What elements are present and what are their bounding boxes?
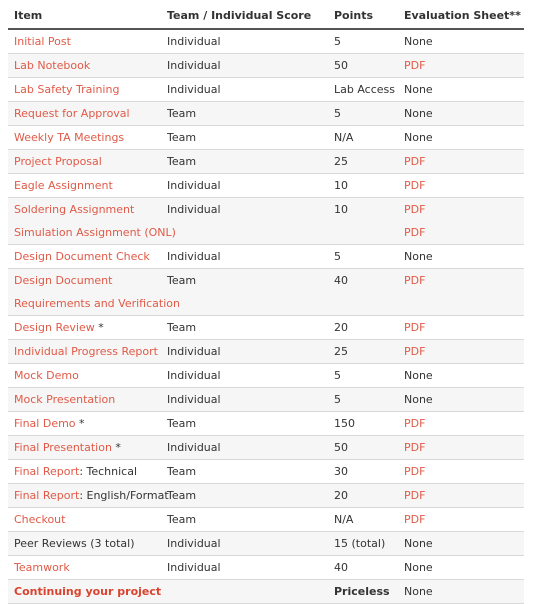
table-header-row <box>8 2 524 29</box>
cell-team: Team <box>161 126 328 150</box>
cell-team <box>161 580 328 604</box>
cell-points: 5 <box>328 388 398 412</box>
item-suffix: : English/Format <box>79 489 169 502</box>
cell-points: 50 <box>328 54 398 78</box>
cell-item <box>8 460 161 484</box>
table-row <box>8 460 524 484</box>
sheet-value: None <box>404 369 433 382</box>
pdf-link[interactable]: PDF <box>404 465 426 478</box>
sheet-value: None <box>404 107 433 120</box>
table-row <box>8 198 524 222</box>
cell-sheet <box>398 102 524 126</box>
cell-sheet <box>398 292 524 316</box>
item-link[interactable]: Design Document <box>14 274 113 287</box>
table-row <box>8 316 524 340</box>
cell-points: 20 <box>328 316 398 340</box>
cell-item <box>8 174 161 198</box>
cell-team: Individual <box>161 245 328 269</box>
pdf-link[interactable]: PDF <box>404 513 426 526</box>
cell-item <box>8 532 161 556</box>
cell-team: Team <box>161 484 328 508</box>
cell-points: 15 (total) <box>328 532 398 556</box>
cell-item <box>8 221 176 245</box>
item-suffix: : Technical <box>79 465 138 478</box>
item-link[interactable]: Design Document Check <box>14 250 150 263</box>
assignments-table <box>8 2 524 604</box>
cell-points: Priceless <box>328 580 398 604</box>
cell-item <box>8 150 161 174</box>
cell-team: Individual <box>161 532 328 556</box>
table-row <box>8 126 524 150</box>
cell-item <box>8 269 161 293</box>
cell-sheet <box>398 340 524 364</box>
table-row <box>8 484 524 508</box>
table-row <box>8 292 524 316</box>
item-link[interactable]: Final Report <box>14 465 80 478</box>
cell-item <box>8 556 161 580</box>
cell-points: 30 <box>328 460 398 484</box>
cell-points: 150 <box>328 412 398 436</box>
table-row <box>8 436 524 460</box>
item-link[interactable]: Teamwork <box>14 561 70 574</box>
item-suffix: * <box>94 321 104 334</box>
pdf-link[interactable]: PDF <box>404 179 426 192</box>
pdf-link[interactable]: PDF <box>404 417 426 430</box>
cell-sheet <box>398 269 524 293</box>
cell-item <box>8 484 169 508</box>
cell-sheet <box>398 78 524 102</box>
item-link[interactable]: Eagle Assignment <box>14 179 113 192</box>
cell-sheet <box>398 508 524 532</box>
cell-sheet <box>398 150 524 174</box>
cell-team: Individual <box>161 388 328 412</box>
pdf-link[interactable]: PDF <box>404 441 426 454</box>
pdf-link[interactable]: PDF <box>404 203 426 216</box>
item-link[interactable]: Project Proposal <box>14 155 102 168</box>
cell-item <box>8 78 161 102</box>
item-link[interactable]: Individual Progress Report <box>14 345 158 358</box>
table-row <box>8 102 524 126</box>
cell-item <box>8 580 161 604</box>
table-row <box>8 364 524 388</box>
item-link[interactable]: Final Presentation <box>14 441 112 454</box>
cell-points: N/A <box>328 126 398 150</box>
pdf-link[interactable]: PDF <box>404 321 426 334</box>
cell-points: 20 <box>328 484 398 508</box>
sheet-value: None <box>404 83 433 96</box>
cell-sheet <box>398 412 524 436</box>
cell-sheet <box>398 126 524 150</box>
item-label: Peer Reviews (3 total) <box>14 537 135 550</box>
cell-sheet <box>398 388 524 412</box>
cell-points: N/A <box>328 508 398 532</box>
cell-sheet <box>398 198 524 222</box>
table-row <box>8 150 524 174</box>
cell-sheet <box>398 316 524 340</box>
cell-sheet <box>398 460 524 484</box>
cell-item <box>8 364 161 388</box>
table-row <box>8 412 524 436</box>
sheet-value: None <box>404 585 433 598</box>
item-link[interactable]: Weekly TA Meetings <box>14 131 125 144</box>
table-row <box>8 78 524 102</box>
item-link[interactable]: Continuing your project <box>14 585 162 598</box>
sheet-value: None <box>404 561 433 574</box>
item-link[interactable]: Lab Notebook <box>14 59 91 72</box>
table-row <box>8 269 524 293</box>
cell-sheet <box>398 436 524 460</box>
sheet-value: None <box>404 250 433 263</box>
item-link[interactable]: Mock Demo <box>14 369 79 382</box>
cell-points <box>328 221 398 245</box>
table-row <box>8 340 524 364</box>
cell-team: Team <box>161 412 328 436</box>
item-link[interactable]: Initial Post <box>14 35 71 48</box>
cell-team: Team <box>161 316 328 340</box>
cell-sheet <box>398 484 524 508</box>
cell-points: 40 <box>328 269 398 293</box>
cell-sheet <box>398 532 524 556</box>
cell-team: Individual <box>161 78 328 102</box>
item-link[interactable]: Soldering Assignment <box>14 203 135 216</box>
cell-points: 5 <box>328 364 398 388</box>
cell-points: 25 <box>328 150 398 174</box>
cell-sheet <box>398 29 524 54</box>
pdf-link[interactable]: PDF <box>404 274 426 287</box>
cell-item <box>8 126 161 150</box>
item-suffix: * <box>111 441 121 454</box>
cell-item <box>8 54 161 78</box>
item-link[interactable]: Design Review <box>14 321 95 334</box>
cell-item <box>8 316 161 340</box>
cell-sheet <box>398 556 524 580</box>
cell-sheet <box>398 364 524 388</box>
table-body <box>8 29 524 604</box>
pdf-link[interactable]: PDF <box>404 345 426 358</box>
item-link[interactable]: Lab Safety Training <box>14 83 120 96</box>
cell-points: 10 <box>328 198 398 222</box>
cell-team: Individual <box>161 198 328 222</box>
cell-sheet <box>398 245 524 269</box>
sheet-value: None <box>404 537 433 550</box>
item-link[interactable]: Requirements and Verification <box>14 297 180 310</box>
cell-team: Individual <box>161 340 328 364</box>
item-link[interactable]: Request for Approval <box>14 107 130 120</box>
item-link[interactable]: Mock Presentation <box>14 393 116 406</box>
cell-sheet <box>398 580 524 604</box>
sheet-value: None <box>404 393 433 406</box>
cell-team: Individual <box>161 54 328 78</box>
header-points: Points <box>328 2 398 29</box>
cell-team: Team <box>161 102 328 126</box>
cell-points <box>328 292 398 316</box>
cell-points: 50 <box>328 436 398 460</box>
cell-sheet <box>398 221 524 245</box>
cell-team: Individual <box>161 29 328 54</box>
cell-points: 25 <box>328 340 398 364</box>
cell-item <box>8 388 161 412</box>
cell-points: 5 <box>328 29 398 54</box>
cell-points: 40 <box>328 556 398 580</box>
pdf-link[interactable]: PDF <box>404 155 426 168</box>
item-link[interactable]: Final Demo <box>14 417 76 430</box>
header-team: Team / Individual Score <box>161 2 328 29</box>
cell-item <box>8 292 180 316</box>
table-row <box>8 221 524 245</box>
cell-team: Individual <box>161 364 328 388</box>
cell-points: 5 <box>328 245 398 269</box>
item-link[interactable]: Final Report <box>14 489 80 502</box>
cell-points: Lab Access <box>328 78 398 102</box>
cell-sheet <box>398 54 524 78</box>
item-link[interactable]: Simulation Assignment (ONL) <box>14 226 176 239</box>
sheet-value: None <box>404 35 433 48</box>
cell-team: Individual <box>161 174 328 198</box>
cell-team: Team <box>161 150 328 174</box>
cell-item <box>8 198 161 222</box>
table-row <box>8 508 524 532</box>
table-row <box>8 174 524 198</box>
table-row <box>8 580 524 604</box>
table-row <box>8 245 524 269</box>
cell-team <box>161 221 328 245</box>
item-link[interactable]: Checkout <box>14 513 66 526</box>
cell-team: Individual <box>161 436 328 460</box>
cell-item <box>8 102 161 126</box>
cell-team: Team <box>161 269 328 293</box>
cell-item <box>8 340 161 364</box>
pdf-link[interactable]: PDF <box>404 226 426 239</box>
table-row <box>8 54 524 78</box>
header-item: Item <box>8 2 161 29</box>
cell-item <box>8 508 161 532</box>
table-row <box>8 556 524 580</box>
cell-item <box>8 412 161 436</box>
cell-item <box>8 29 161 54</box>
cell-team: Team <box>161 460 328 484</box>
cell-team: Team <box>161 508 328 532</box>
table-row <box>8 532 524 556</box>
cell-sheet <box>398 174 524 198</box>
table-row <box>8 29 524 54</box>
item-suffix: * <box>75 417 85 430</box>
cell-item <box>8 436 161 460</box>
sheet-value: None <box>404 131 433 144</box>
cell-team: Individual <box>161 556 328 580</box>
cell-points: 5 <box>328 102 398 126</box>
cell-item <box>8 245 161 269</box>
pdf-link[interactable]: PDF <box>404 489 426 502</box>
pdf-link[interactable]: PDF <box>404 59 426 72</box>
cell-team <box>161 292 328 316</box>
header-sheet: Evaluation Sheet** <box>398 2 524 29</box>
cell-points: 10 <box>328 174 398 198</box>
table-row <box>8 388 524 412</box>
